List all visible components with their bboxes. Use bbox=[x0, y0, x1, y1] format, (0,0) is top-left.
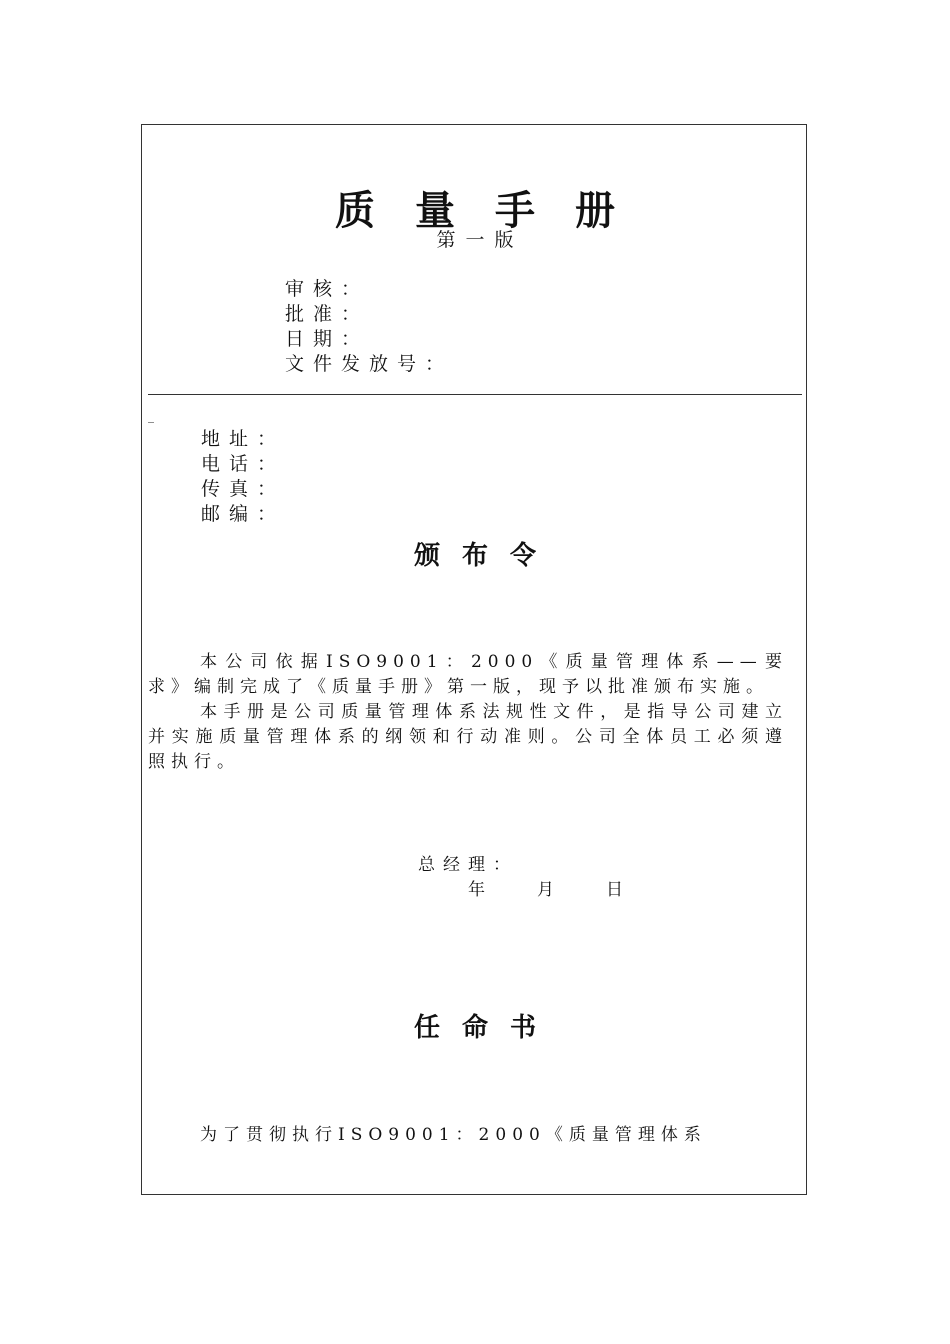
review-field: 审核： bbox=[285, 278, 370, 300]
doc-number-field: 文件发放号： bbox=[285, 353, 454, 375]
phone-field: 电话： bbox=[201, 453, 286, 475]
approve-field: 批准： bbox=[285, 303, 370, 325]
appointment-heading: 任命书 bbox=[413, 1013, 558, 1043]
document-frame bbox=[141, 124, 807, 1195]
promulgation-body bbox=[148, 650, 788, 775]
fax-field: 传真： bbox=[201, 478, 286, 500]
signature-date: 年 月 日 bbox=[468, 880, 629, 900]
promulgation-paragraph: 本手册是公司质量管理体系法规性文件，是指导公司建立并实施质量管理体系的纲领和行动准则。公司全体员工必须遵照执行。 bbox=[148, 702, 788, 772]
appointment-body bbox=[148, 1123, 788, 1148]
general-manager-signature: 总经理： bbox=[418, 855, 518, 875]
promulgation-heading: 颁布令 bbox=[413, 541, 558, 571]
appointment-paragraph: 为了贯彻执行ISO9001：2000《质量管理体系 bbox=[200, 1125, 707, 1145]
dash-mark: _ bbox=[148, 409, 154, 423]
divider-line bbox=[148, 394, 802, 395]
promulgation-paragraph: 本公司依据ISO9001：2000《质量管理体系——要求》编制完成了《质量手册》第一版，现予以批准颁布实施。 bbox=[148, 652, 788, 697]
manual-title: 质量手册 bbox=[335, 187, 655, 234]
postcode-field: 邮编： bbox=[201, 503, 286, 525]
address-field: 地址： bbox=[201, 428, 286, 450]
edition-label: 第一版 bbox=[436, 229, 524, 251]
date-field: 日期： bbox=[285, 328, 370, 350]
